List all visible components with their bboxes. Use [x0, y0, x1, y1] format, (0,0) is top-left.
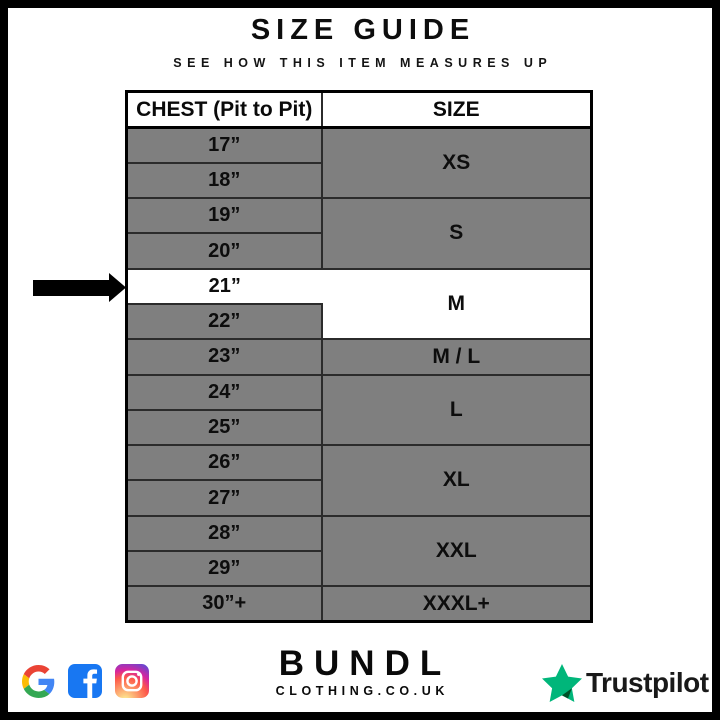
chest-cell: 29” — [127, 551, 322, 586]
size-cell-s: S — [322, 198, 592, 269]
table-row — [127, 516, 592, 551]
chest-cell: 28” — [127, 516, 322, 551]
table-header-row — [127, 92, 592, 128]
table-row — [127, 198, 592, 233]
trustpilot-star-icon — [542, 663, 582, 703]
chest-cell-selected: 21” — [127, 269, 322, 304]
column-header-size: SIZE — [322, 92, 592, 128]
trustpilot-logo[interactable] — [542, 663, 709, 703]
table-row — [127, 339, 592, 374]
size-guide-table — [125, 90, 593, 623]
chest-cell: 26” — [127, 445, 322, 480]
selected-row-arrow-icon — [30, 271, 127, 304]
table-row — [127, 586, 592, 621]
size-cell-m-selected: M — [322, 269, 592, 340]
chest-cell: 18” — [127, 163, 322, 198]
table-row-selected — [127, 269, 592, 304]
chest-cell: 23” — [127, 339, 322, 374]
size-cell-xxxl: XXXL+ — [322, 586, 592, 621]
table-row — [127, 128, 592, 163]
page-subtitle: SEE HOW THIS ITEM MEASURES UP — [173, 56, 553, 70]
brand-domain: CLOTHING.CO.UK — [275, 684, 449, 698]
table-row — [127, 375, 592, 410]
chest-cell: 27” — [127, 480, 322, 515]
chest-cell: 19” — [127, 198, 322, 233]
trustpilot-label: Trustpilot — [586, 667, 709, 698]
size-cell-xs: XS — [322, 128, 592, 199]
chest-cell: 20” — [127, 233, 322, 268]
size-cell-l: L — [322, 375, 592, 446]
chest-cell: 24” — [127, 375, 322, 410]
chest-cell: 17” — [127, 128, 322, 163]
column-header-chest: CHEST (Pit to Pit) — [127, 92, 322, 128]
chest-cell: 25” — [127, 410, 322, 445]
page-title: SIZE GUIDE — [250, 14, 476, 46]
chest-cell: 30”+ — [127, 586, 322, 621]
size-cell-xl: XL — [322, 445, 592, 516]
brand-name: BUNDL — [278, 644, 452, 683]
table-row — [127, 445, 592, 480]
size-cell-ml: M / L — [322, 339, 592, 374]
size-cell-xxl: XXL — [322, 516, 592, 587]
chest-cell: 22” — [127, 304, 322, 339]
